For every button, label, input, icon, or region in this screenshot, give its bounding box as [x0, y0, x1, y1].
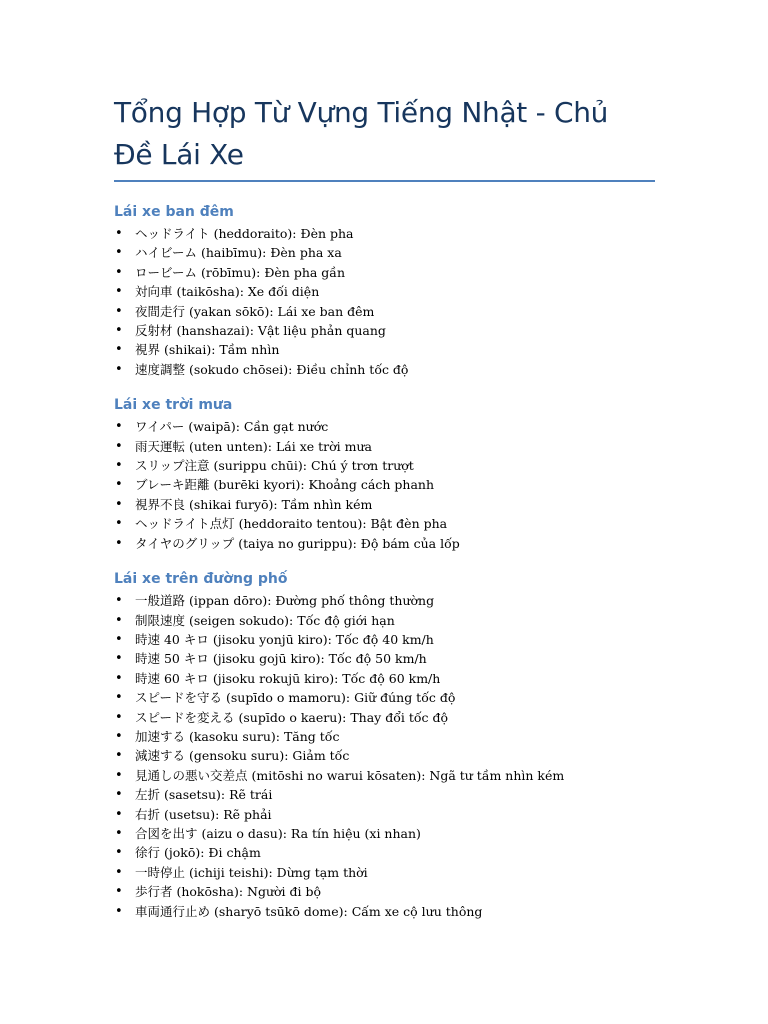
- list-item: • スリップ注意 (surippu chūi): Chú ý trơn trượt: [114, 456, 655, 475]
- bullet-icon: •: [115, 458, 123, 474]
- vocab-list: [114, 591, 655, 921]
- bullet-icon: •: [115, 728, 123, 744]
- list-item: • 車両通行止め (sharyō tsūkō dome): Cấm xe cộ lưu thông: [114, 902, 655, 921]
- list-item: • ワイパー (waipā): Cần gạt nước: [114, 417, 655, 436]
- bullet-icon: •: [115, 612, 123, 628]
- list-item: • 時速 60 キロ (jisoku rokujū kiro): Tốc độ 60 km/h: [114, 669, 655, 688]
- list-item: • ヘッドライト点灯 (heddoraito tentou): Bật đèn pha: [114, 514, 655, 533]
- bullet-icon: •: [115, 361, 123, 377]
- bullet-icon: •: [115, 690, 123, 706]
- list-item: • 合図を出す (aizu o dasu): Ra tín hiệu (xi nhan): [114, 824, 655, 843]
- list-item: • 視界不良 (shikai furyō): Tầm nhìn kém: [114, 495, 655, 514]
- list-item: • 見通しの悪い交差点 (mitōshi no warui kōsaten): Ngã tư tầm nhìn kém: [114, 766, 655, 785]
- bullet-icon: •: [115, 884, 123, 900]
- section-night-driving: [114, 202, 655, 379]
- document-title: Tổng Hợp Từ Vựng Tiếng Nhật - Chủ Đề Lái Xe: [114, 92, 655, 182]
- bullet-icon: •: [115, 226, 123, 241]
- bullet-icon: •: [115, 264, 123, 280]
- list-item: • 一時停止 (ichiji teishi): Dừng tạm thời: [114, 863, 655, 882]
- bullet-icon: •: [115, 767, 123, 783]
- bullet-icon: •: [115, 245, 123, 261]
- bullet-icon: •: [115, 516, 123, 532]
- bullet-icon: •: [115, 845, 123, 861]
- list-item: • ハイビーム (haibīmu): Đèn pha xa: [114, 243, 655, 262]
- list-item: • 歩行者 (hokōsha): Người đi bộ: [114, 882, 655, 901]
- bullet-icon: •: [115, 748, 123, 764]
- bullet-icon: •: [115, 825, 123, 841]
- bullet-icon: •: [115, 806, 123, 822]
- bullet-icon: •: [115, 651, 123, 667]
- list-item: • 時速 40 キロ (jisoku yonjū kiro): Tốc độ 40 km/h: [114, 630, 655, 649]
- bullet-icon: •: [115, 535, 123, 551]
- list-item: • 視界 (shikai): Tầm nhìn: [114, 340, 655, 359]
- bullet-icon: •: [115, 670, 123, 686]
- bullet-icon: •: [115, 864, 123, 880]
- bullet-icon: •: [115, 903, 123, 919]
- section-heading: Lái xe trên đường phố: [114, 571, 288, 588]
- bullet-icon: •: [115, 709, 123, 725]
- list-item: • 夜間走行 (yakan sōkō): Lái xe ban đêm: [114, 302, 655, 321]
- section-heading: Lái xe ban đêm: [114, 204, 234, 220]
- list-item: • ロービーム (rōbīmu): Đèn pha gần: [114, 263, 655, 282]
- bullet-icon: •: [115, 477, 123, 493]
- list-item: • 速度調整 (sokudo chōsei): Điều chỉnh tốc độ: [114, 360, 655, 379]
- section-heading: Lái xe trời mưa: [114, 397, 233, 414]
- vocab-list: [114, 224, 655, 379]
- list-item: • 減速する (gensoku suru): Giảm tốc: [114, 746, 655, 765]
- list-item: • 一般道路 (ippan dōro): Đường phố thông thường: [114, 591, 655, 610]
- section-rain-driving: [114, 395, 655, 553]
- bullet-icon: •: [115, 342, 123, 358]
- bullet-icon: •: [115, 593, 123, 609]
- vocab-list: [114, 417, 655, 553]
- bullet-icon: •: [115, 303, 123, 319]
- list-item: • 雨天運転 (uten unten): Lái xe trời mưa: [114, 437, 655, 456]
- bullet-icon: •: [115, 284, 123, 300]
- bullet-icon: •: [115, 496, 123, 512]
- list-item: • ヘッドライト (heddoraito): Đèn pha: [114, 224, 655, 243]
- list-item: • 右折 (usetsu): Rẽ phải: [114, 805, 655, 824]
- bullet-icon: •: [115, 438, 123, 454]
- list-item: • スピードを守る (supīdo o mamoru): Giữ đúng tốc độ: [114, 688, 655, 707]
- list-item: • 左折 (sasetsu): Rẽ trái: [114, 785, 655, 804]
- bullet-icon: •: [115, 631, 123, 647]
- list-item: • タイヤのグリップ (taiya no gurippu): Độ bám của lốp: [114, 534, 655, 553]
- section-street-driving: [114, 569, 655, 921]
- bullet-icon: •: [115, 323, 123, 339]
- list-item: • 対向車 (taikōsha): Xe đối diện: [114, 282, 655, 301]
- list-item: • 徐行 (jokō): Đi chậm: [114, 843, 655, 862]
- list-item: • 反射材 (hanshazai): Vật liệu phản quang: [114, 321, 655, 340]
- list-item: • 加速する (kasoku suru): Tăng tốc: [114, 727, 655, 746]
- list-item: • ブレーキ距離 (burēki kyori): Khoảng cách phanh: [114, 475, 655, 494]
- bullet-icon: •: [115, 419, 123, 435]
- bullet-icon: •: [115, 787, 123, 803]
- list-item: • 制限速度 (seigen sokudo): Tốc độ giới hạn: [114, 611, 655, 630]
- document-page: [114, 92, 655, 921]
- list-item: • スピードを変える (supīdo o kaeru): Thay đổi tốc độ: [114, 708, 655, 727]
- list-item: • 時速 50 キロ (jisoku gojū kiro): Tốc độ 50 km/h: [114, 649, 655, 668]
